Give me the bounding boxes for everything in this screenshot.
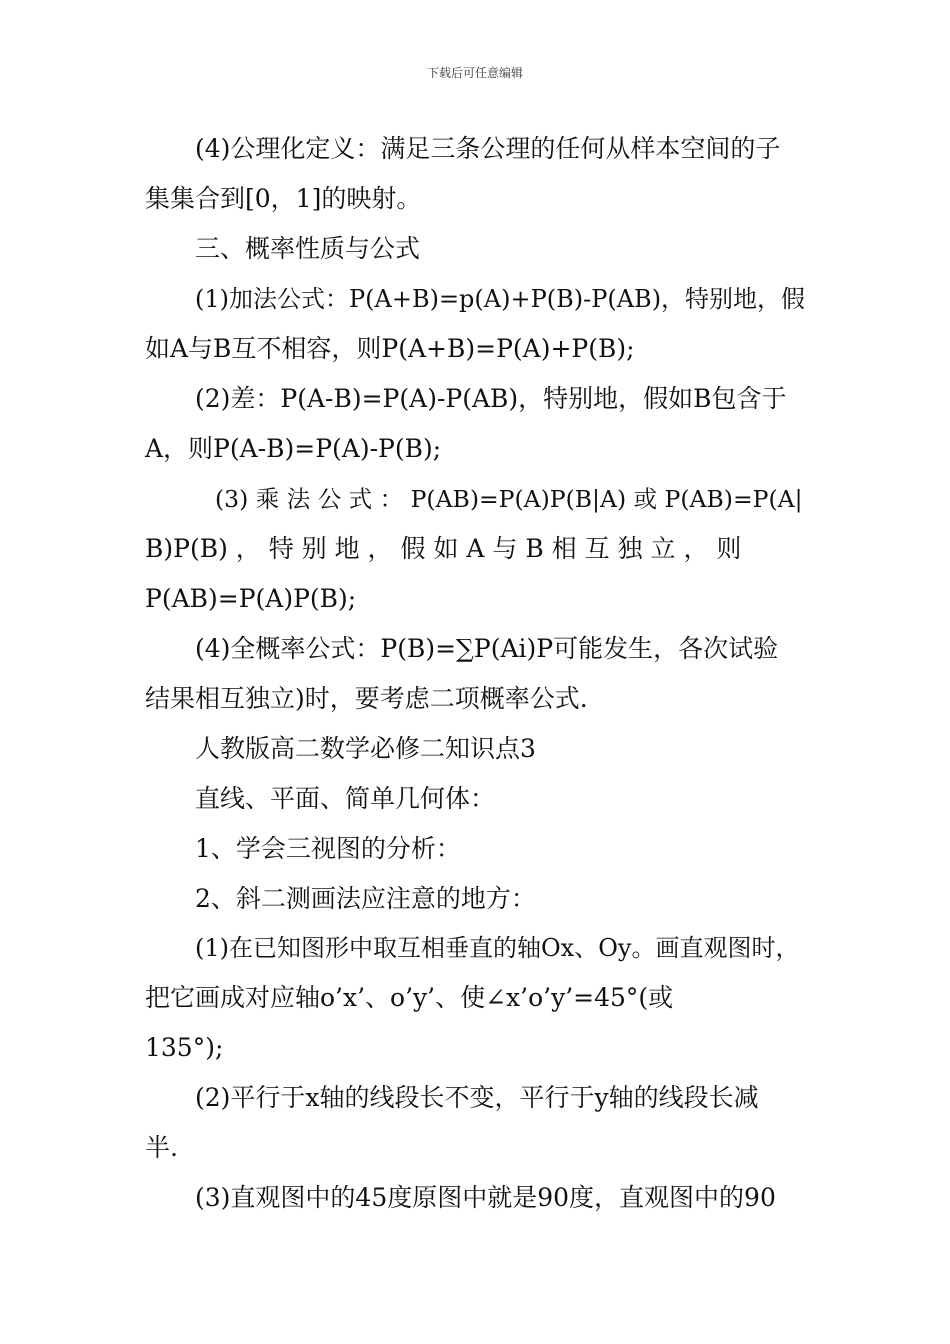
paragraph-line: B)P(B) ， 特 别 地 ， 假 如 A 与 B 相 互 独 立 ， 则 xyxy=(145,534,742,563)
paragraph-line: P(AB)=P(A)P(B); xyxy=(145,584,357,613)
section-heading: 人教版高二数学必修二知识点3 xyxy=(195,734,536,763)
paragraph-line: 1、学会三视图的分析： xyxy=(195,834,461,863)
paragraph-line: (3)直观图中的45度原图中就是90度，直观图中的90 xyxy=(195,1183,776,1212)
paragraph-line: 135°); xyxy=(145,1033,224,1062)
paragraph-line: 半. xyxy=(145,1133,178,1162)
page-header: 下载后可任意编辑 xyxy=(426,66,523,80)
paragraph-line: (1)在已知图形中取互相垂直的轴Ox、Oy。画直观图时， xyxy=(195,934,800,962)
section-heading: 三、概率性质与公式 xyxy=(195,234,421,263)
paragraph-line: (3) 乘 法 公 式 ： P(AB)=P(A)P(B|A) 或 P(AB)=P(A| xyxy=(215,485,803,513)
paragraph-line: 把它画成对应轴o’x’、o’y’、使∠x’o’y’=45°(或 xyxy=(145,983,674,1012)
paragraph-line: (2)差：P(A-B)=P(A)-P(AB)，特别地，假如B包含于 xyxy=(195,384,787,413)
paragraph-line: (4)公理化定义：满足三条公理的任何从样本空间的子 xyxy=(195,134,781,163)
paragraph-line: 直线、平面、简单几何体： xyxy=(195,784,496,813)
paragraph-line: A，则P(A-B)=P(A)-P(B); xyxy=(145,434,442,463)
paragraph-line: 结果相互独立)时，要考虑二项概率公式. xyxy=(145,684,588,713)
paragraph-line: (2)平行于x轴的线段长不变，平行于y轴的线段长减 xyxy=(195,1083,759,1112)
paragraph-line: 2、斜二测画法应注意的地方： xyxy=(195,884,536,913)
paragraph-line: (4)全概率公式：P(B)=∑P(Ai)P可能发生，各次试验 xyxy=(195,634,779,663)
paragraph-line: 如A与B互不相容，则P(A+B)=P(A)+P(B); xyxy=(145,334,635,363)
paragraph-line: (1)加法公式：P(A+B)=p(A)+P(B)-P(AB)，特别地，假 xyxy=(195,285,806,313)
paragraph-line: 集集合到[0，1]的映射。 xyxy=(145,184,422,213)
